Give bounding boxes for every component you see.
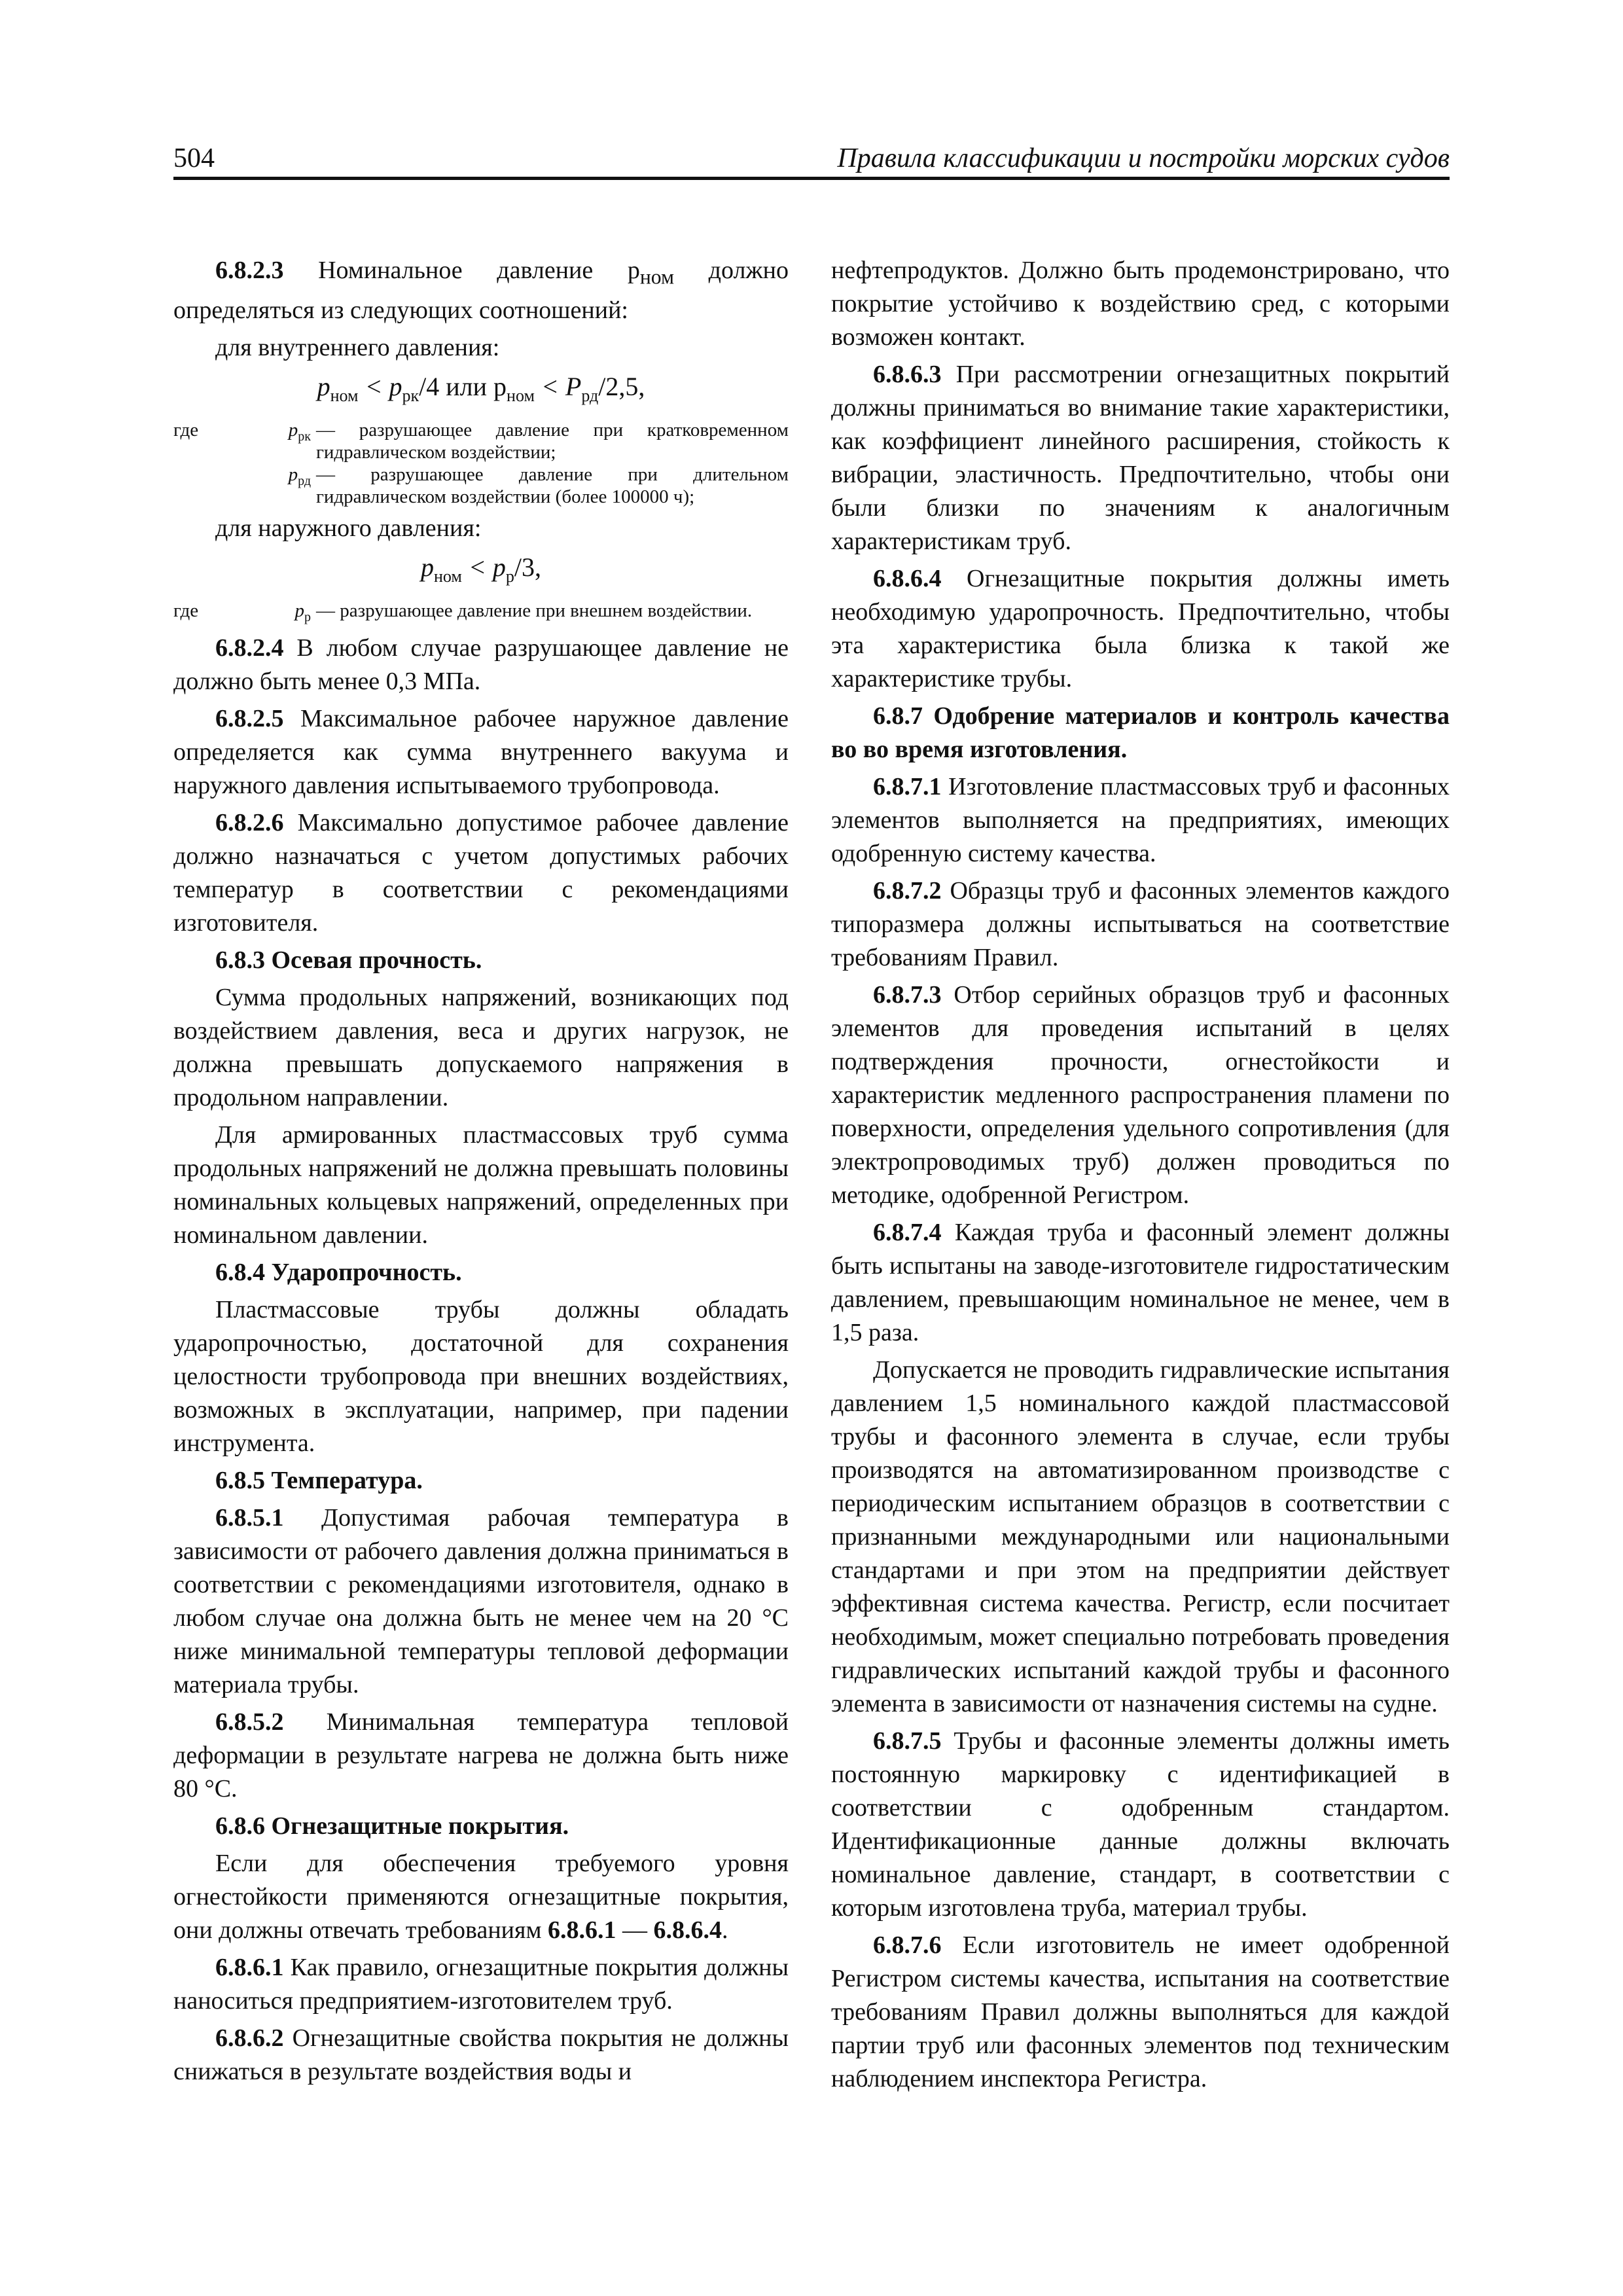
formula-part: p xyxy=(317,371,330,401)
paragraph-6-8-7-4 xyxy=(831,1216,1450,1350)
paragraph-6-8-6-4 xyxy=(831,562,1450,696)
note-symbol xyxy=(239,463,316,492)
paragraph-text: Образцы труб и фасонных элементов каждого типоразмера должны испытываться на соответствие требованиям Правил. xyxy=(831,877,1450,971)
clause-number: 6.8.2.6 xyxy=(215,809,284,837)
symbol-subscript: рк xyxy=(298,429,311,444)
clause-number: 6.8.7.6 xyxy=(873,1931,942,1959)
formula-part: /4 или p xyxy=(419,371,507,401)
formula-subscript: р xyxy=(505,566,514,586)
formula-inner-pressure xyxy=(173,370,789,412)
subscript: ном xyxy=(639,265,675,289)
clause-number: 6.8.7.1 xyxy=(873,773,942,800)
paragraph-text: Допустимая рабочая температура в зависимости от рабочего давления должна приниматься в соответствии с рекомендациями изготовителя, однако в любом случае она должна быть не менее чем на 20 °С ниже минимальной температуры тепловой деформации материала трубы. xyxy=(173,1504,789,1699)
paragraph-text: Если изготовитель не имеет одобренной Регистром системы качества, испытания на соответствие требованиям Правил должны выполняться для каждой партии труб или фасонных элементов под техническим наблюдением инспектора Регистра. xyxy=(831,1931,1450,2092)
note-text: — разрушающее давление при длительном гидравлическом воздействии (более 100000 ч); xyxy=(316,463,789,507)
paragraph-6-8-5-2 xyxy=(173,1706,789,1806)
page-header xyxy=(173,143,1450,179)
note-row xyxy=(173,600,789,628)
symbol: p xyxy=(294,600,304,621)
clause-number: 6.8.6.2 xyxy=(215,2024,284,2053)
heading-6-8-6: 6.8.6 Огнезащитные покрытия. xyxy=(215,1812,569,1840)
clause-number: 6.8.6.3 xyxy=(873,361,942,388)
clause-number: 6.8.2.3 xyxy=(215,257,284,284)
formula-part: p xyxy=(421,552,434,582)
paragraph-continuation: нефтепродуктов. Должно быть продемонстрировано, что покрытие устойчиво к воздействию сред, с которыми возможен контакт. xyxy=(831,257,1450,351)
clause-number: 6.8.7.4 xyxy=(873,1219,942,1246)
paragraph-6-8-2-4 xyxy=(173,632,789,698)
paragraph-6-8-2-6 xyxy=(173,806,789,940)
paragraph-hydraulic-exception: Допускается не проводить гидравлические испытания давлением 1,5 номинального каждой пластмассовой трубы и фасонного элемента в случае, если трубы производятся на автоматизированном производстве с периодическим испытанием образцов в соответствии с признанными международными или национальными стандартами и при этом на предприятии действует эффективная система качества. Регистр, если посчитает необходимым, может специально потребовать проведения гидравлических испытаний каждой трубы и фасонного элемента в зависимости от назначения системы на судне. xyxy=(831,1356,1450,1717)
paragraph-text: — xyxy=(616,1916,654,1945)
paragraph-text: Отбор серийных образцов труб и фасонных элементов для проведения испытаний в целях подтверждения прочности, огнестойкости и характеристик медленного распространения пламени по поверхности, определения удельного сопротивления (для электропроводимых труб) должен проводиться по методике, одобренной Регистром. xyxy=(831,981,1450,1209)
clause-number: 6.8.7.3 xyxy=(873,981,942,1009)
note-where: где xyxy=(173,419,199,440)
formula-part: /3, xyxy=(514,552,541,582)
paragraph-text: Изготовление пластмассовых труб и фасонных элементов выполняется на предприятиях, имеющих одобренную систему качества. xyxy=(831,773,1450,867)
paragraph-impact: Пластмассовые трубы должны обладать ударопрочностью, достаточной для сохранения целостности трубопровода при внешних воздействиях, возможных в эксплуатации, например, при падении инструмента. xyxy=(173,1296,789,1458)
paragraph-text: Трубы и фасонные элементы должны иметь постоянную маркировку с идентификацией в соответствии с одобренным стандартом. Идентификационные данные должны включать номинальное давление, стандарт, в соответствии с которым изготовлена труба, материал трубы. xyxy=(831,1727,1450,1922)
symbol-subscript: рд xyxy=(298,473,311,488)
paragraph-6-8-2-3 xyxy=(173,254,789,327)
note-symbol xyxy=(239,419,316,448)
paragraph-6-8-7-5 xyxy=(831,1725,1450,1925)
formula-part: < p xyxy=(461,552,506,582)
heading-6-8-3: 6.8.3 Осевая прочность. xyxy=(215,946,482,975)
paragraph-axial-1: Сумма продольных напряжений, возникающих под воздействием давления, веса и других нагрузок, не должна превышать допускаемого напряжения в продольном направлении. xyxy=(173,984,789,1112)
clause-reference: 6.8.6.4 xyxy=(653,1916,722,1945)
formula-subscript: ном xyxy=(330,386,359,405)
paragraph-outer-pressure: для наружного давления: xyxy=(215,514,482,542)
formula-subscript: рд xyxy=(581,386,599,405)
paragraph-axial-2: Для армированных пластмассовых труб сумма продольных напряжений не должна превышать половины номинальных кольцевых напряжений, определенных при номинальном давлении. xyxy=(173,1121,789,1249)
formula-part: /2,5, xyxy=(598,371,645,401)
paragraph-text: Огнезащитные свойства покрытия не должны снижаться в результате воздействия воды и xyxy=(173,2024,789,2086)
left-column xyxy=(173,254,789,2092)
paragraph-6-8-7-2 xyxy=(831,874,1450,975)
right-column xyxy=(831,254,1450,2100)
paragraph-text: При рассмотрении огнезащитных покрытий должны приниматься во внимание такие характеристики, как коэффициент линейного расширения, стойкость к вибрации, эластичность. Предпочтительно, чтобы они были близки по значениям к аналогичным характеристикам труб. xyxy=(831,361,1450,555)
paragraph-text: В любом случае разрушающее давление не должно быть менее 0,3 МПа. xyxy=(173,634,789,696)
clause-number: 6.8.6.4 xyxy=(873,565,942,592)
paragraph-6-8-7-3 xyxy=(831,978,1450,1212)
paragraph-text: должно определяться из следующих соотношений: xyxy=(173,257,789,324)
paragraph-6-8-7-6 xyxy=(831,1929,1450,2096)
clause-number: 6.8.5.1 xyxy=(215,1504,284,1532)
clause-number: 6.8.7.2 xyxy=(873,877,942,905)
note-row xyxy=(173,419,789,463)
formula-subscript: ном xyxy=(507,386,535,405)
paragraph-text: Каждая труба и фасонный элемент должны быть испытаны на заводе-изготовителе гидростатическим давлением, превышающим номинальное не менее, чем в 1,5 раза. xyxy=(831,1219,1450,1346)
paragraph-text: Номинальное давление p xyxy=(283,257,640,284)
note-text: — разрушающее давление при внешнем воздействии. xyxy=(316,600,753,621)
clause-number: 6.8.2.5 xyxy=(215,705,284,733)
formula-part: < p xyxy=(358,371,402,401)
paragraph-6-8-5-1 xyxy=(173,1501,789,1702)
symbol: p xyxy=(288,463,298,485)
paragraph-text: Огнезащитные покрытия должны иметь необходимую ударопрочность. Предпочтительно, чтобы эта характеристика была близка к такой же характеристике трубы. xyxy=(831,565,1450,692)
heading-6-8-7: 6.8.7 Одобрение материалов и контроль качества во во время изготовления. xyxy=(831,702,1450,763)
note-symbol xyxy=(239,600,316,628)
clause-number: 6.8.6.1 xyxy=(215,1954,284,1982)
clause-reference: 6.8.6.1 xyxy=(548,1916,616,1945)
running-title: Правила классификации и постройки морских судов xyxy=(837,143,1450,173)
formula-notes-inner xyxy=(173,419,789,508)
heading-6-8-4: 6.8.4 Ударопрочность. xyxy=(215,1259,462,1287)
paragraph-text: Если для обеспечения требуемого уровня огнестойкости применяются огнезащитные покрытия, они должны отвечать требованиям xyxy=(173,1850,789,1945)
formula-notes-outer xyxy=(173,600,789,628)
formula-subscript: ном xyxy=(434,566,462,586)
paragraph-6-8-7-1 xyxy=(831,770,1450,870)
formula-outer-pressure xyxy=(173,550,789,593)
paragraph-text: Как правило, огнезащитные покрытия должны наноситься предприятием-изготовителем труб. xyxy=(173,1954,789,2015)
note-where: где xyxy=(173,600,199,621)
paragraph-6-8-6-2 xyxy=(173,2022,789,2089)
page-number: 504 xyxy=(173,143,215,173)
header-rule xyxy=(173,177,1450,180)
paragraph-inner-pressure: для внутреннего давления: xyxy=(215,333,500,361)
paragraph-6-8-2-5 xyxy=(173,702,789,802)
paragraph-text: Максимально допустимое рабочее давление должно назначаться с учетом допустимых рабочих температур в соответствии с рекомендациями изготовителя. xyxy=(173,809,789,937)
note-text: — разрушающее давление при кратковременном гидравлическом воздействии; xyxy=(316,419,789,463)
paragraph-text: Максимальное рабочее наружное давление определяется как сумма внутреннего вакуума и наружного давления испытываемого трубопровода. xyxy=(173,705,789,800)
clause-number: 6.8.5.2 xyxy=(215,1708,284,1736)
heading-6-8-5: 6.8.5 Температура. xyxy=(215,1467,423,1495)
symbol: p xyxy=(288,419,298,440)
paragraph-text: Минимальная температура тепловой деформации в результате нагрева не должна быть ниже 80 °С. xyxy=(173,1708,789,1803)
paragraph-fire-coatings xyxy=(173,1847,789,1947)
clause-number: 6.8.2.4 xyxy=(215,634,284,662)
paragraph-text: . xyxy=(722,1916,728,1945)
paragraph-6-8-6-1 xyxy=(173,1951,789,2018)
formula-subscript: рк xyxy=(402,386,419,405)
clause-number: 6.8.7.5 xyxy=(873,1727,942,1755)
paragraph-6-8-6-3 xyxy=(831,358,1450,558)
note-row xyxy=(173,463,789,508)
formula-part: < P xyxy=(534,371,582,401)
symbol-subscript: р xyxy=(304,609,311,624)
